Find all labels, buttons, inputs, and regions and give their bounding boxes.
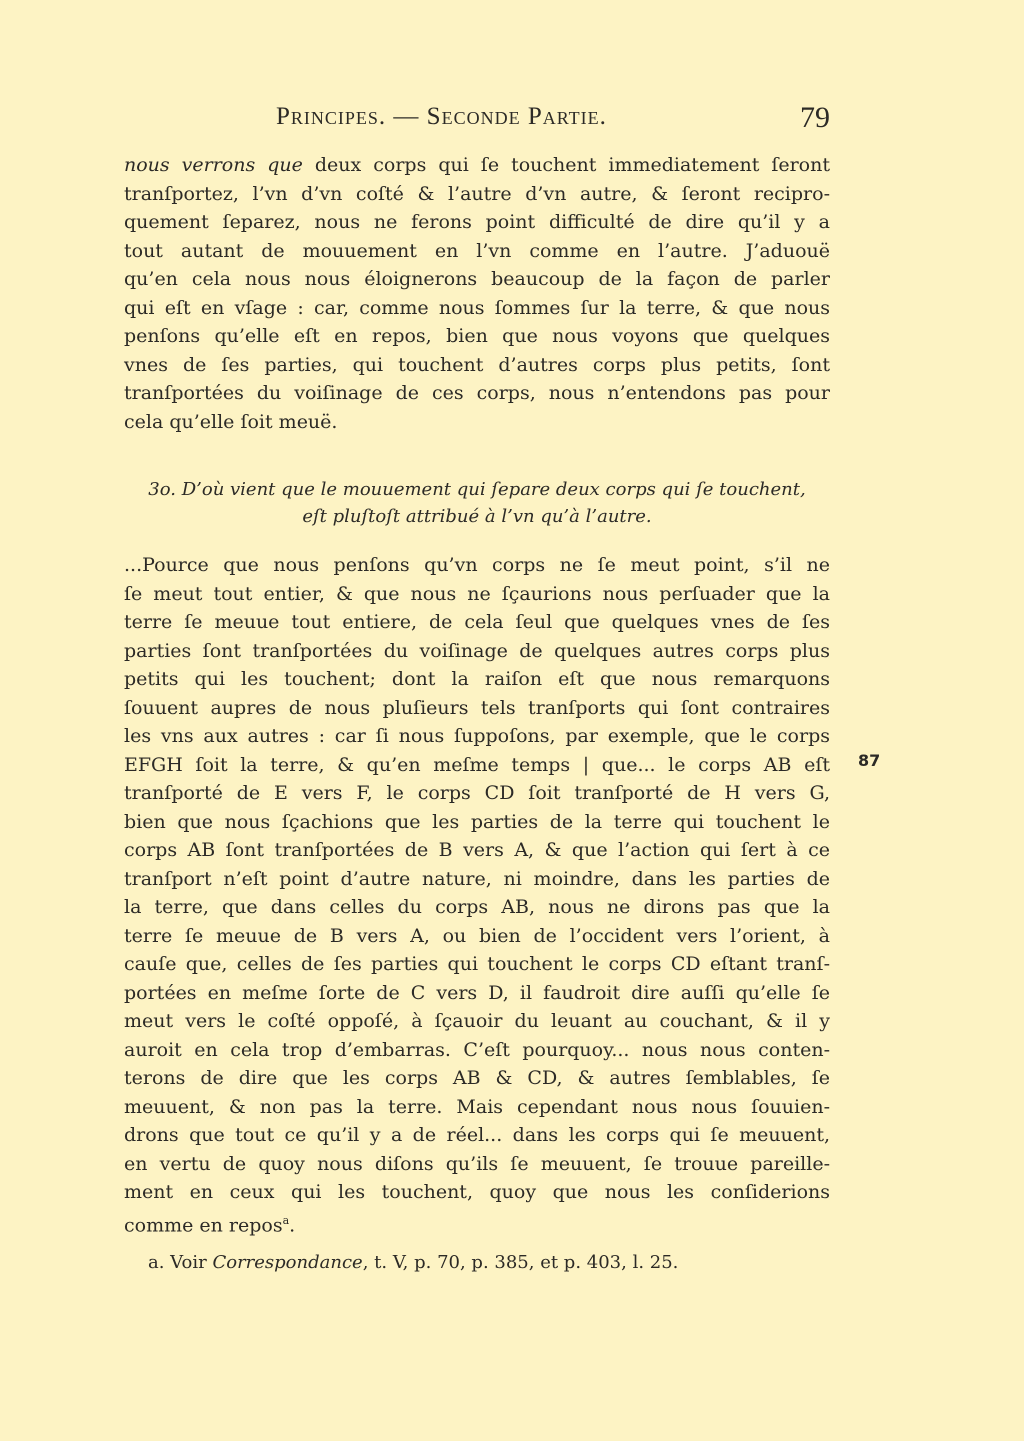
text-line: les vns aux autres : car ſi nous ſuppoſons, par exemple, que le corps bbox=[124, 725, 830, 747]
footnote bbox=[148, 1252, 678, 1273]
period: . bbox=[289, 1213, 296, 1236]
text-line: ment en ceux qui les touchent, quoy que nous les conſiderions bbox=[124, 1181, 830, 1203]
text-line: portées en meſme ſorte de C vers D, il faudroit dire auſſi qu’elle ſe bbox=[124, 981, 830, 1004]
text-line: terons de dire que les corps AB & CD, & autres ſemblables, ſe bbox=[124, 1067, 830, 1089]
text-fragment: comme en repos bbox=[124, 1213, 283, 1236]
text-line: drons que tout ce qu’il y a de réel... dans les corps qui ſe meuuent, bbox=[124, 1124, 830, 1146]
text-line: terre ſe meuue de B vers A, ou bien de l’occident vers l’orient, à bbox=[124, 924, 830, 947]
section-heading bbox=[124, 476, 830, 530]
footnote-label: a. bbox=[148, 1252, 165, 1273]
text-line: ſouuent aupres de nous pluſieurs tels tranſports qui ſont contraires bbox=[124, 696, 830, 719]
page-number: 79 bbox=[800, 101, 830, 134]
running-title: Principes. — Seconde Partie. bbox=[276, 103, 607, 130]
italic-phrase: nous verrons que bbox=[124, 154, 303, 176]
text-line: cela qu’elle ſoit meuë. bbox=[124, 410, 338, 433]
footnote-italic: Correspondance bbox=[212, 1252, 363, 1273]
text-line: qu’en cela nous nous éloignerons beaucoup de la façon de parler bbox=[124, 268, 830, 290]
section-heading-line-2: eſt pluſtoſt attribué à l’vn qu’à l’autre. bbox=[302, 506, 652, 527]
text-line: la terre, que dans celles du corps AB, nous ne dirons pas que la bbox=[124, 896, 830, 918]
text-line: terre ſe meuue tout entiere, de cela ſeul que quelques vnes de ſes bbox=[124, 611, 830, 633]
footnote-text: Voir bbox=[164, 1252, 213, 1273]
section-heading-line-1: 3o. D’où vient que le mouuement qui ſepare deux corps qui ſe touchent, bbox=[148, 479, 806, 500]
text-line: corps AB ſont tranſportées de B vers A, & que l’action qui ſert à ce bbox=[124, 839, 830, 861]
paragraph-1 bbox=[124, 151, 830, 436]
text-line bbox=[124, 151, 830, 180]
paragraph-2 bbox=[124, 551, 830, 1235]
text-line: quement ſeparez, nous ne ferons point difficulté de dire qu’il y a bbox=[124, 211, 830, 233]
page-header bbox=[124, 103, 830, 139]
text-line: tranſport n’eſt point d’autre nature, ni moindre, dans les parties de bbox=[124, 867, 830, 890]
text-line: penſons qu’elle eſt en repos, bien que nous voyons que quelques bbox=[124, 325, 830, 347]
footnote-marker: a bbox=[282, 1213, 290, 1227]
text-line: vnes de ſes parties, qui touchent d’autres corps plus petits, ſont bbox=[124, 353, 830, 376]
text-line: auroit en cela trop d’embarras. C’eſt pourquoy... nous nous conten- bbox=[124, 1038, 830, 1061]
text-line: ſe meut tout entier, & que nous ne ſçaurions nous perſuader que la bbox=[124, 582, 830, 605]
text-fragment: deux corps qui ſe touchent immediatement ſeront bbox=[302, 154, 830, 176]
text-line: tranſporté de E vers F, le corps CD ſoit tranſporté de H vers G, bbox=[124, 782, 830, 804]
footnote-text-end: , t. V, p. 70, p. 385, et p. 403, l. 25. bbox=[362, 1252, 679, 1273]
text-line: qui eſt en vſage : car, comme nous ſommes ſur la terre, & que nous bbox=[124, 296, 830, 319]
text-line: tout autant de mouuement en l’vn comme en l’autre. J’aduouë bbox=[124, 239, 830, 262]
text-line: parties ſont tranſportées du voiſinage de quelques autres corps plus bbox=[124, 639, 830, 662]
text-line: meuuent, & non pas la terre. Mais cependant nous nous ſouuien- bbox=[124, 1095, 830, 1118]
text-line: petits qui les touchent; dont la raiſon eſt que nous remarquons bbox=[124, 668, 830, 690]
text-line bbox=[124, 1207, 830, 1236]
text-line: tranſportez, l’vn d’vn coſté & l’autre d’vn autre, & ſeront recipro- bbox=[124, 182, 830, 205]
text-line: en vertu de quoy nous diſons qu’ils ſe meuuent, ſe trouue pareille- bbox=[124, 1152, 830, 1175]
text-line: EFGH ſoit la terre, & qu’en meſme temps | que... le corps AB eſt bbox=[124, 753, 830, 776]
text-line: cauſe que, celles de ſes parties qui touchent le corps CD eſtant tranſ- bbox=[124, 953, 830, 975]
text-line: tranſportées du voiſinage de ces corps, nous n’entendons pas pour bbox=[124, 382, 830, 404]
text-line: ...Pource que nous penſons qu’vn corps ne ſe meut point, s’il ne bbox=[124, 554, 830, 576]
margin-page-reference: 87 bbox=[858, 751, 881, 770]
text-line: meut vers le coſté oppoſé, à ſçauoir du leuant au couchant, & il y bbox=[124, 1010, 830, 1032]
text-line: bien que nous ſçachions que les parties de la terre qui touchent le bbox=[124, 810, 830, 833]
